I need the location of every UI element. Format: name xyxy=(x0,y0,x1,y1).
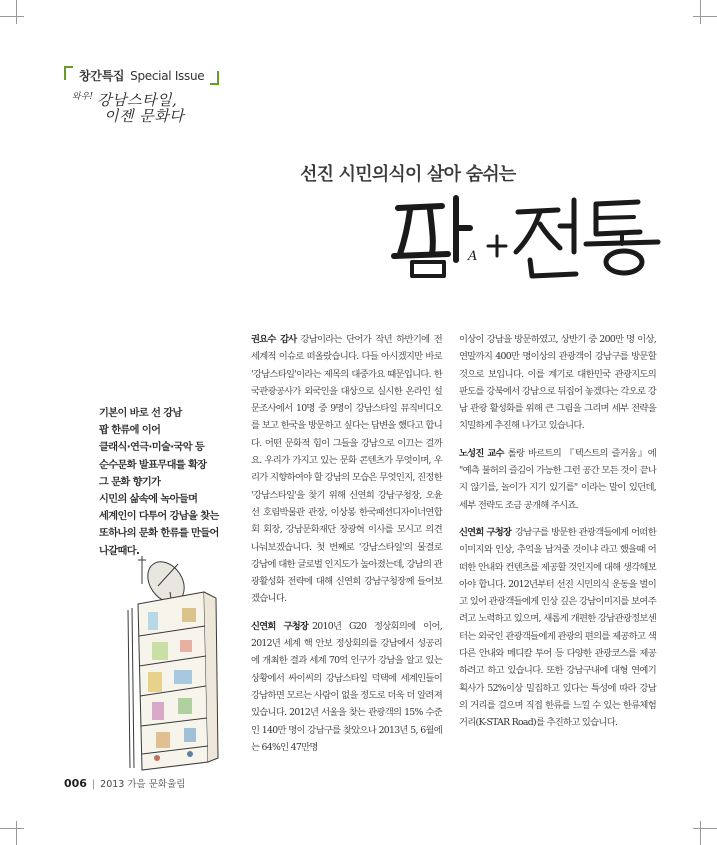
pull-quote-line: 팝 한류에 이어 xyxy=(99,425,161,437)
pull-quote-line: 그 문화 향기가 xyxy=(99,476,161,488)
speaker-name: 신연희 구청장 xyxy=(459,526,512,538)
crop-mark xyxy=(700,821,701,845)
paragraph-text: 2010년 G20 정상회의에 이어, 2012년 세계 핵 안보 정상회의를 강남에서 성공리에 개최한 결과 세계 70억 인구가 강남을 알고 있는 상황에서 싸이씨의 강남스타일 덕택에 세계인들이 강남하면 모르는 사람이 없을 정도로 더욱 더 알려져 있습니다. 2012년 서울을 찾는 관광객의 15% 수준인 140만 명이 강남구를 찾았으나 2013년 5, 6월에는 64%인 47만명 xyxy=(251,620,442,753)
section-label-english: Special Issue xyxy=(130,69,205,83)
handwritten-exclamation: 와우! xyxy=(72,92,94,102)
bracket-close-icon xyxy=(210,71,219,85)
pull-quote-line: 또하나의 문화 한류를 만들어 xyxy=(99,528,219,540)
pull-quote-line: 나갈때다. xyxy=(99,545,140,557)
article-paragraph xyxy=(459,524,656,732)
pull-quote xyxy=(99,405,249,560)
footer-separator: | xyxy=(91,779,96,790)
handwritten-line-2: 이젠 문화다 xyxy=(104,106,185,125)
pull-quote-line: 순수문화 발표무대를 확장 xyxy=(99,459,207,471)
section-label-korean: 창간특집 xyxy=(79,69,125,83)
crop-mark xyxy=(700,0,701,24)
publication-name: 2013 가을 문화울림 xyxy=(100,779,186,790)
crop-mark xyxy=(693,16,717,17)
pull-quote-line: 기본이 바로 선 강남 xyxy=(99,408,182,419)
article-column-1 xyxy=(251,331,442,766)
article-paragraph xyxy=(251,618,442,756)
bracket-open-icon xyxy=(64,66,73,80)
calligraphy-title xyxy=(390,190,670,280)
paragraph-text: 강남이라는 단어가 작년 하반기에 전 세계적 이슈로 떠올랐습니다. 다들 아시겠지만 바로 '강남스타일'이라는 제목의 대중가요 때문입니다. 한국관광공사가 외국인을 대상으로 실시한 온라인 설문조사에서 10명 중 9명이 강남스타일 뮤직비디오를 보고 한국을 방문하고 싶다는 답변을 했다고 합니다. 어떤 문화적 힘이 그들을 강남으로 이끄는 걸까요. 우리가 가지고 있는 문화 콘텐츠가 무엇이며, 우리가 지향하여야 할 강남의 모습은 무엇인지, 진정한 '강남스타일'을 찾기 위해 신연희 강남구청장, 오윤선 호림박물관 관장, 이상봉 한국패션디자이너연합회 회장, 강남문화재단 장광혁 이사를 모시고 의견 나눠보겠습니다. 첫 번째로 '강남스타일'의 물결로 강남에 대한 글로벌 인지도가 높아졌는데, 강남의 관광활성화 전략에 대해 신연희 강남구청장께 들어보겠습니다. xyxy=(251,334,443,605)
article-paragraph xyxy=(251,331,442,608)
section-label xyxy=(79,67,204,84)
crop-mark xyxy=(0,16,24,17)
crop-mark xyxy=(0,828,24,829)
crop-mark xyxy=(16,0,17,24)
pull-quote-line: 클래식·연극·미술·국악 등 xyxy=(99,442,205,454)
crop-mark xyxy=(16,821,17,845)
speaker-name: 권요수 감사 xyxy=(251,334,297,345)
paragraph-text: 롤랑 바르트의 『텍스트의 즐거움』에 "예측 불허의 즐김이 가능한 그런 공간 모든 것이 끝나지 않기를, 놀이가 지기 있기를" 이라는 말이 있던데, 세부 전략도 조금 공개해 주시죠. xyxy=(459,447,656,511)
article-paragraph xyxy=(459,445,656,514)
section-header xyxy=(64,64,219,84)
page-number: 006 xyxy=(64,777,87,790)
paragraph-text: 강남구를 방문한 관광객들에게 어떠한 이미지와 인상, 추억을 남겨줄 것이냐 라고 했을때 어떠한 안내와 컨텐츠를 제공할 것인지에 대해 생각해보아야 합니다. 2012년부터 선진 시민의식 운동을 벌이고 있어 관광객들에게 인상 깊은 강남이미지를 보여주려고 노력하고 있으며, 새롭게 개편한 강남관광정보센터는 외국인 관광객들에게 관광의 편의를 제공하고 색다른 안내와 메디칼 투어 등 다양한 관광코스를 제공하려고 하고 있습니다. 또한 강남구내에 대형 연예기획사가 52%이상 밀집하고 있다는 특성에 따라 강남의 거리를 걸으며 직접 한류를 느낄 수 있는 한류체험거리(K-STAR Road)를 추진하고 있습니다. xyxy=(459,526,656,729)
article-column-2 xyxy=(459,331,656,742)
handwritten-line-1: 강남스타일, xyxy=(97,91,178,109)
building-illustration xyxy=(108,548,243,778)
handwritten-logo xyxy=(72,92,184,125)
crop-mark xyxy=(693,828,717,829)
paragraph-text: 이상이 강남을 방문하였고, 상반기 중 200만 명 이상, 연말까지 400만 명이상의 관광객이 강남구를 방문할 것으로 보입니다. 이를 계기로 대한민국 관광지도의 판도를 강북에서 강남으로 뒤집어 놓겠다는 각오로 강남 관광 활성화를 위해 큰 그림을 그리며 세부 전략을 치밀하게 추진해 나가고 있습니다. xyxy=(459,334,656,432)
speaker-name: 신연희 구청장 xyxy=(251,620,309,632)
article-title: 선진 시민의식이 살아 숨쉬는 xyxy=(300,164,516,185)
article-paragraph xyxy=(459,331,656,435)
speaker-name: 노성진 교수 xyxy=(459,447,504,459)
pull-quote-line: 시민의 삶속에 녹아들며 xyxy=(99,494,198,506)
svg-text:A: A xyxy=(468,249,478,264)
page-footer xyxy=(64,776,185,790)
pull-quote-line: 세계인이 다투어 강남을 찾는 xyxy=(99,511,219,523)
